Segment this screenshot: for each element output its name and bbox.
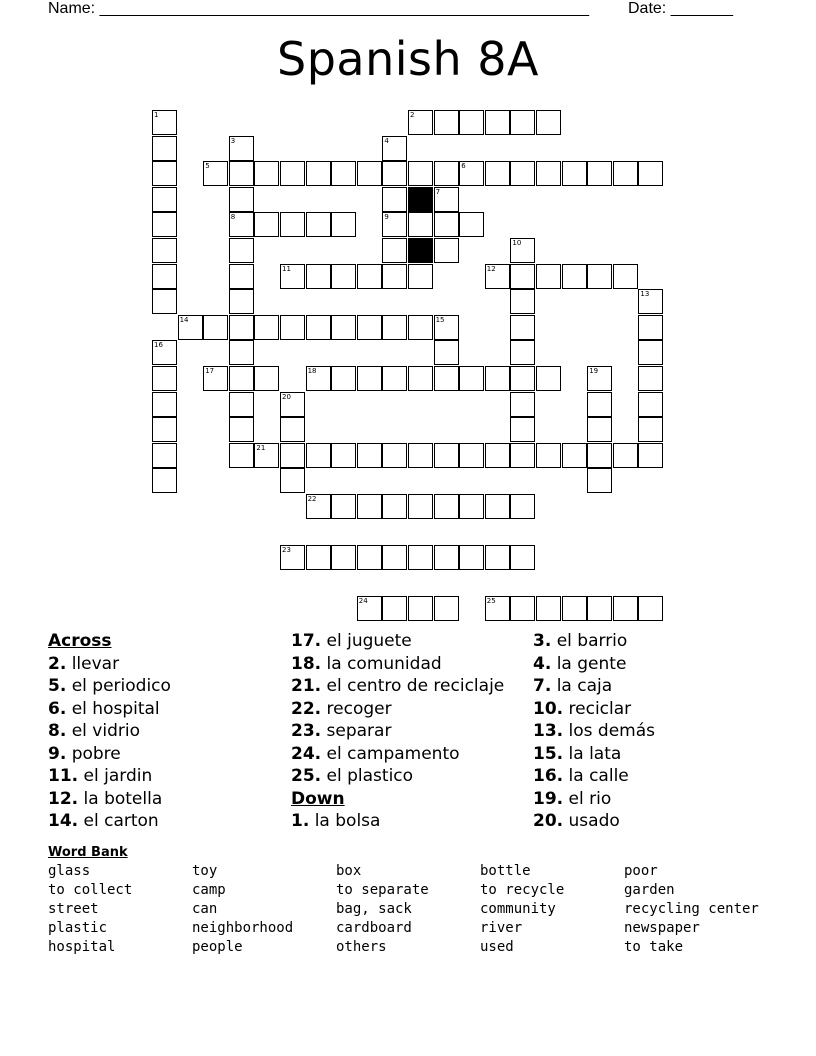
clue-number: 5 [205,162,210,171]
word-bank-item: used [480,939,514,955]
crossword-cell[interactable] [638,366,663,391]
word-bank-item: river [480,920,523,936]
crossword-cell[interactable] [331,366,356,391]
crossword-cell[interactable] [510,340,535,365]
clue-item: 4. la gente [533,653,627,674]
crossword-cell[interactable] [382,212,407,237]
crossword-cell[interactable] [382,315,407,340]
word-bank-item: toy [192,863,218,879]
crossword-cell[interactable] [459,494,484,519]
crossword-cell[interactable] [229,187,254,212]
crossword-cell[interactable] [306,264,331,289]
crossword-cell[interactable] [434,545,459,570]
crossword-cell[interactable] [357,443,382,468]
word-bank-column-3 [336,862,429,957]
crossword-cell[interactable] [229,289,254,314]
clue-item: 15. la lata [533,743,622,764]
crossword-cell[interactable] [408,315,433,340]
crossword-cell[interactable] [306,545,331,570]
crossword-cell[interactable] [408,212,433,237]
crossword-cell[interactable] [331,494,356,519]
crossword-cell[interactable] [485,494,510,519]
crossword-cell[interactable] [280,468,305,493]
clue-item: 8. el vidrio [48,721,140,741]
clue-item: 7. la caja [533,676,613,696]
clue-number: 6 [461,162,466,171]
crossword-cell[interactable] [587,468,612,493]
clue-number: 25 [486,597,496,606]
crossword-cell[interactable] [203,366,228,391]
crossword-cell[interactable] [357,545,382,570]
clue-number: 15 [435,315,445,324]
crossword-cell[interactable] [229,443,254,468]
word-bank-item: plastic [48,920,108,936]
word-bank-column-1 [48,862,132,957]
crossword-cell[interactable] [306,494,331,519]
crossword-cell[interactable] [536,366,561,391]
crossword-cell[interactable] [357,596,382,621]
crossword-cell[interactable] [152,161,177,186]
page-title: Spanish 8A [277,32,539,86]
crossword-cell[interactable] [382,596,407,621]
crossword-cell[interactable] [254,366,279,391]
clue-number: 13 [640,290,650,299]
clue-number: 1 [154,111,159,119]
crossword-cell[interactable] [382,136,407,161]
crossword-cell[interactable] [229,340,254,365]
crossword-cell[interactable] [459,545,484,570]
crossword-cell[interactable] [510,596,535,621]
word-bank-item: street [48,901,99,917]
word-bank-item: others [336,939,387,955]
clue-number: 22 [307,495,317,503]
word-bank-column-5 [624,862,759,957]
word-bank-item: neighborhood [192,920,294,936]
crossword-cell[interactable] [152,340,177,365]
crossword-black-cell [408,187,433,212]
crossword-cell[interactable] [638,596,663,621]
word-bank-item: newspaper [624,920,700,936]
crossword-cell[interactable] [434,596,459,621]
crossword-cell[interactable] [229,315,254,340]
clue-item: 6. el hospital [48,698,160,719]
down-heading: Down [291,788,345,809]
clue-number: 11 [282,264,291,273]
crossword-cell[interactable] [408,264,433,289]
clue-item: 16. la calle [533,766,629,786]
clue-item: 12. la botella [48,788,163,809]
crossword-cell[interactable] [510,110,535,135]
crossword-cell[interactable] [306,366,331,391]
crossword-cell[interactable] [510,238,535,263]
clue-item: 20. usado [533,811,620,831]
across-heading: Across [48,631,112,651]
crossword-cell[interactable] [152,187,177,212]
crossword-cell[interactable] [536,264,561,289]
crossword-cell[interactable] [254,161,279,186]
word-bank-item: people [192,939,243,955]
crossword-cell[interactable] [613,596,638,621]
crossword-cell[interactable] [587,417,612,442]
crossword-cell[interactable] [638,161,663,186]
crossword-cell[interactable] [382,366,407,391]
crossword-cell[interactable] [306,212,331,237]
crossword-cell[interactable] [280,315,305,340]
clue-number: 24 [358,597,368,606]
crossword-cell[interactable] [638,289,663,314]
crossword-cell[interactable] [306,315,331,340]
crossword-cell[interactable] [510,392,535,417]
crossword-cell[interactable] [536,110,561,135]
crossword-cell[interactable] [280,212,305,237]
clue-item: 14. el carton [48,811,159,831]
crossword-cell[interactable] [408,161,433,186]
crossword-cell[interactable] [152,110,177,135]
crossword-cell[interactable] [280,417,305,442]
word-bank-item: box [336,863,362,879]
crossword-cell[interactable] [331,443,356,468]
crossword-cell[interactable] [562,264,587,289]
crossword-cell[interactable] [434,238,459,263]
crossword-cell[interactable] [485,110,510,135]
crossword-cell[interactable] [562,596,587,621]
crossword-cell[interactable] [587,366,612,391]
clue-number: 3 [230,136,236,145]
word-bank-item: poor [624,863,658,879]
crossword-cell[interactable] [254,212,279,237]
clue-number: 16 [154,341,163,350]
crossword-cell[interactable] [331,212,356,237]
crossword-cell[interactable] [357,315,382,340]
crossword-cell[interactable] [229,366,254,391]
crossword-cell[interactable] [408,366,433,391]
crossword-cell[interactable] [485,596,510,621]
crossword-cell[interactable] [152,238,177,263]
clue-number: 18 [307,367,317,375]
crossword-cell[interactable] [382,238,407,263]
crossword-cell[interactable] [613,161,638,186]
crossword-cell[interactable] [382,494,407,519]
crossword-cell[interactable] [459,366,484,391]
crossword-cell[interactable] [434,340,459,365]
crossword-cell[interactable] [229,161,254,186]
clue-item: 18. la comunidad [291,653,442,674]
clue-item: 19. el rio [533,788,612,809]
crossword-cell[interactable] [203,315,228,340]
crossword-cell[interactable] [638,443,663,468]
clue-item: 3. el barrio [533,631,628,651]
crossword-cell[interactable] [510,264,535,289]
crossword-cell[interactable] [152,468,177,493]
crossword-cell[interactable] [152,212,177,237]
clue-column-3 [533,630,655,833]
clue-item: 10. reciclar [533,698,632,719]
crossword-cell[interactable] [587,392,612,417]
crossword-cell[interactable] [434,366,459,391]
clue-column-1 [48,630,171,833]
clue-item: 1. la bolsa [291,811,381,831]
crossword-cell[interactable] [434,110,459,135]
clue-number: 14 [179,315,189,324]
crossword-cell[interactable] [331,315,356,340]
crossword-cell[interactable] [587,596,612,621]
crossword-cell[interactable] [459,110,484,135]
crossword-cell[interactable] [229,136,254,161]
crossword-cell[interactable] [613,264,638,289]
crossword-cell[interactable] [459,443,484,468]
clue-item: 25. el plastico [291,766,414,786]
crossword-cell[interactable] [408,443,433,468]
crossword-cell[interactable] [485,443,510,468]
crossword-cell[interactable] [382,161,407,186]
clue-number: 17 [205,367,215,375]
crossword-cell[interactable] [638,315,663,340]
crossword-cell[interactable] [280,392,305,417]
word-bank-column-4 [480,862,564,957]
crossword-cell[interactable] [280,443,305,468]
word-bank-column-2 [192,862,293,957]
word-bank-item: community [480,901,556,917]
crossword-cell[interactable] [229,238,254,263]
crossword-cell[interactable] [152,392,177,417]
crossword-cell[interactable] [306,161,331,186]
crossword-cell[interactable] [434,443,459,468]
crossword-cell[interactable] [562,161,587,186]
name-line: Name: _______________________________________________________ [48,0,589,17]
crossword-cell[interactable] [152,417,177,442]
crossword-cell[interactable] [434,161,459,186]
clue-number: 23 [282,546,291,555]
crossword-cell[interactable] [434,187,459,212]
word-bank-item: can [192,901,218,917]
crossword-cell[interactable] [254,315,279,340]
clue-number: 8 [230,213,236,222]
clue-number: 20 [282,392,291,401]
clue-number: 9 [384,213,389,222]
clue-item: 24. el campamento [291,743,460,764]
crossword-cell[interactable] [510,315,535,340]
crossword-cell[interactable] [434,212,459,237]
clue-item: 9. pobre [48,743,121,764]
crossword-cell[interactable] [152,366,177,391]
crossword-cell[interactable] [434,494,459,519]
crossword-cell[interactable] [331,264,356,289]
crossword-cell[interactable] [434,315,459,340]
crossword-cell[interactable] [408,494,433,519]
crossword-cell[interactable] [510,161,535,186]
word-bank-item: camp [192,882,226,898]
crossword-cell[interactable] [638,392,663,417]
crossword-cell[interactable] [203,161,228,186]
crossword-cell[interactable] [178,315,203,340]
word-bank-item: to recycle [480,882,565,898]
crossword-cell[interactable] [485,264,510,289]
word-bank-item: to separate [336,882,429,898]
crossword-cell[interactable] [357,494,382,519]
crossword-cell[interactable] [459,212,484,237]
crossword-cell[interactable] [152,264,177,289]
crossword-cell[interactable] [357,264,382,289]
clue-item: 17. el juguete [291,631,412,651]
word-bank-item: to take [624,939,684,955]
word-bank-item: bag, sack [336,901,412,917]
crossword-cell[interactable] [152,443,177,468]
crossword-cell[interactable] [638,417,663,442]
clue-item: 22. recoger [291,698,392,719]
crossword-cell[interactable] [229,264,254,289]
clue-item: 13. los demás [533,721,656,741]
crossword-cell[interactable] [510,417,535,442]
crossword-cell[interactable] [254,443,279,468]
crossword-cell[interactable] [536,161,561,186]
crossword-cell[interactable] [382,545,407,570]
word-bank-item: bottle [480,863,531,879]
crossword-cell[interactable] [638,340,663,365]
crossword-cell[interactable] [536,596,561,621]
crossword-cell[interactable] [408,596,433,621]
word-bank-item: hospital [48,939,116,955]
crossword-cell[interactable] [587,161,612,186]
crossword-cell[interactable] [613,443,638,468]
crossword-cell[interactable] [587,443,612,468]
crossword-cell[interactable] [485,545,510,570]
crossword-cell[interactable] [510,545,535,570]
word-bank-item: cardboard [336,920,412,936]
crossword-cell[interactable] [510,289,535,314]
crossword-cell[interactable] [382,443,407,468]
crossword-cell[interactable] [229,392,254,417]
crossword-cell[interactable] [510,366,535,391]
crossword-black-cell [408,238,433,263]
word-bank-item: recycling center [624,901,759,917]
crossword-cell[interactable] [280,545,305,570]
clue-item: 2. llevar [48,653,120,674]
word-bank-item: to collect [48,882,133,898]
crossword-cell[interactable] [408,110,433,135]
clue-number: 2 [410,111,415,119]
clue-item: 21. el centro de reciclaje [291,676,505,696]
clue-item: 11. el jardin [48,766,153,786]
crossword-cell[interactable] [229,417,254,442]
crossword-cell[interactable] [485,366,510,391]
crossword-cell[interactable] [357,366,382,391]
clue-column-2 [291,630,504,833]
crossword-cell[interactable] [152,289,177,314]
crossword-cell[interactable] [331,161,356,186]
crossword-cell[interactable] [587,264,612,289]
clue-number: 12 [486,264,496,273]
date-line: Date: _______ [628,0,733,17]
crossword-cell[interactable] [459,161,484,186]
clue-number: 7 [435,187,441,196]
crossword-cell[interactable] [152,136,177,161]
crossword-cell[interactable] [408,545,433,570]
crossword-cell[interactable] [536,443,561,468]
crossword-cell[interactable] [357,161,382,186]
clue-number: 4 [384,136,389,145]
word-bank-item: garden [624,882,675,898]
clue-number: 10 [512,239,522,247]
crossword-cell[interactable] [280,161,305,186]
word-bank-item: glass [48,863,91,879]
clue-item: 23. separar [291,721,392,741]
clue-number: 19 [589,367,599,375]
crossword-cell[interactable] [382,187,407,212]
word-bank-title: Word Bank [48,845,128,860]
crossword-cell[interactable] [562,443,587,468]
crossword-cell[interactable] [485,161,510,186]
clue-number: 21 [256,443,266,452]
crossword-cell[interactable] [229,212,254,237]
crossword-cell[interactable] [280,264,305,289]
crossword-cell[interactable] [510,443,535,468]
crossword-cell[interactable] [510,494,535,519]
crossword-cell[interactable] [382,264,407,289]
clue-item: 5. el periodico [48,676,171,696]
crossword-cell[interactable] [306,443,331,468]
crossword-cell[interactable] [331,545,356,570]
